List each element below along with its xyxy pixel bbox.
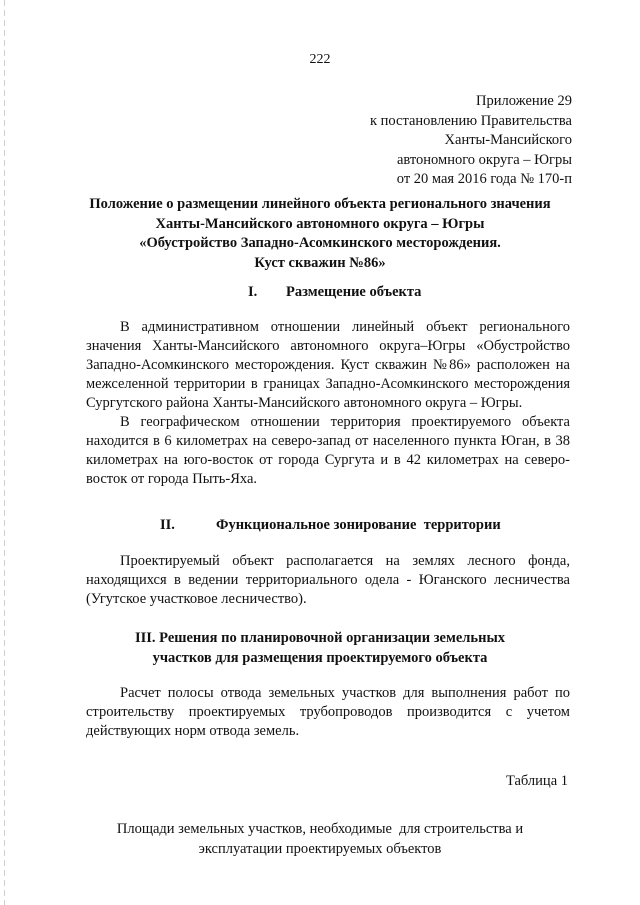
section-2-heading: [160, 517, 501, 534]
table-caption-line: Площади земельных участков, необходимые для строительства и: [116, 821, 524, 837]
section-title: Размещение объекта: [286, 284, 422, 300]
paragraph: В географическом отношении территория проектируемого объекта находится в 6 километрах на северо-запад от населенного пункта Юган, в 38 километрах на юго-восток от города Сургута и в 42 километрах на северо-восток от города Пыть-Яха.: [86, 414, 570, 487]
section-3-title-line: III. Решения по планировочной организации земельных: [134, 630, 506, 646]
section-number: I.: [248, 284, 258, 300]
title-line: Положение о размещении линейного объекта регионального значения: [89, 196, 551, 212]
scan-edge-line: [4, 0, 5, 905]
title-line: Ханты-Мансийского автономного округа – Югры: [155, 215, 485, 232]
paragraph: Проектируемый объект располагается на землях лесного фонда, находящихся в ведении территориального одела - Юганского лесничества (Угутское участковое лесничество).: [86, 553, 570, 607]
table-caption-line: эксплуатации проектируемых объектов: [198, 840, 442, 857]
section-1-body: [86, 318, 570, 489]
paragraph: В административном отношении линейный объект регионального значения Ханты-Мансийского автономного округа–Югры «Обустройство Западно-Асомкинского месторождения. Куст скважин №86» расположен на межселенной территории в границах Западно-Асомкинского месторождения Сургутского района Ханты-Мансийского автономного округа – Югры.: [86, 319, 570, 411]
appendix-line: от 20 мая 2016 года № 170-п: [396, 171, 572, 187]
section-number: II.: [160, 517, 175, 533]
appendix-header: [370, 92, 572, 190]
section-3-body: [86, 684, 570, 741]
appendix-line: к постановлению Правительства: [370, 112, 572, 129]
page-number: 222: [309, 52, 331, 67]
section-title: Функциональное зонирование территории: [216, 517, 501, 533]
section-1-heading: [248, 284, 421, 301]
title-line: «Обустройство Западно-Асомкинского месторождения.: [139, 235, 501, 251]
appendix-line: автономного округа – Югры: [396, 151, 572, 168]
paragraph: Расчет полосы отвода земельных участков для выполнения работ по строительству проектируемых трубопроводов производится с учетом действующих норм отвода земель.: [86, 685, 570, 739]
table-label: Таблица 1: [505, 773, 568, 789]
table-caption: [70, 820, 570, 859]
section-3-title-line: участков для размещения проектируемого объекта: [152, 649, 488, 666]
title-line: Куст скважин №86»: [254, 254, 386, 271]
section-3-heading: [70, 629, 570, 668]
appendix-line: Приложение 29: [476, 93, 572, 109]
section-2-body: [86, 552, 570, 609]
appendix-line: Ханты-Мансийского: [444, 132, 572, 148]
document-title: [70, 195, 570, 273]
